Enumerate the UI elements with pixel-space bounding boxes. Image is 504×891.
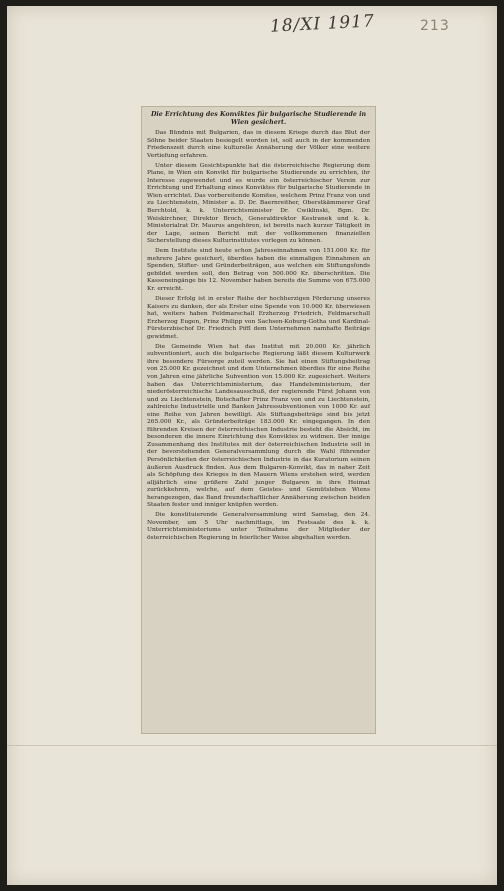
article-paragraph: Dieser Erfolg ist in erster Reihe der hochherzigen Förderung unseres Kaisers zu danken, der als Erster eine Spende von 10.000 Kr. überwiesen hat, weiters haben Feldmarschall Erzherzog Friedrich, Feldmarschall Erzherzog Eugen, Prinz Philipp von Sachsen-Koburg-Gotha und Kardinal-Fürsterzbischof Dr. Friedrich Piffl dem Unternehmen namhafte Beiträge gewidmet.: [147, 295, 370, 340]
article-paragraph: Die konstituierende Generalversammlung wird Samstag, den 24. November, um 5 Uhr nachmittags, im Festsaale des k. k. Unterrichtsministeriums unter Teilnahme der Mitglieder der österreichischen Regierung in feierlicher Weise abgehalten werden.: [147, 512, 370, 541]
article-paragraph: Unter diesem Gesichtspunkte hat die österreichische Regierung dem Plane, in Wien ein Konvikt für bulgarische Studierende zu errichten, ihr Interesse zugewendet und es wurde ein österreichischer Verein zur Errichtung und Erhaltung eines Konviktes für bulgarische Studierende in Wien errichtet. Das vorbereitende Komitee, welchem Prinz Franz von und zu Liechtenstein, Minister a. D. Dr. Baernreither, Oberstkämmerer Graf Berchtold, k. k. Unterrichtsminister Dr. Cwiklinski, Bgm. Dr. Weiskirchner, Direktor Broch, Generaldirektor Kestranek und k. k. Ministerialrat Dr. Maurus angehören, ist bereits nach kurzer Tätigkeit in der Lage, seinen Bericht mit der vollkommenen finanziellen Sicherstellung dieses Kulturinstitutes vorlegen zu können.: [147, 162, 370, 245]
handwritten-date: 18/XI 1917: [269, 11, 376, 37]
paper-fold-line: [7, 745, 497, 746]
article-paragraph: Das Bündnis mit Bulgarien, das in diesem Kriege durch das Blut der Söhne beider Staaten besiegelt worden ist, soll auch in der kommenden Friedenszeit durch eine kulturelle Annäherung der Völker eine weitere Vertiefung erfahren.: [147, 130, 370, 159]
newspaper-clipping: [141, 106, 376, 734]
article-headline: Die Errichtung des Konviktes für bulgarische Studierende in Wien gesichert.: [150, 111, 367, 126]
archive-number: 213: [420, 18, 450, 34]
article-paragraph: Die Gemeinde Wien hat das Institut mit 20.000 Kr. jährlich subventioniert, auch die bulgarische Regierung läßt diesem Kulturwerk ihre besondere Fürsorge zuteil werden. Sie hat einen Stiftungsbeitrag von 25.000 Kr. gezeichnet und dem Unternehmen überdies für eine Reihe von Jahren eine jährliche Subvention von 15.000 Kr. zugesichert. Weiters haben das Unterrichtsministerium, das Handelsministerium, der niederösterreichische Landesausschuß, der regierende Fürst Johann von und zu Liechtenstein, Botschafter Prinz Franz von und zu Liechtenstein, zahlreiche Industrielle und Banken Jahressubventionen von 1000 Kr. auf eine Reihe von Jahren bewilligt. Als Stiftungsbeiträge sind bis jetzt 265.000 Kr., als Gründerbeiträge 183.000 Kr. eingegangen. In den führenden Kreisen der österreichischen Industrie besteht die Absicht, im besonderen die innere Einrichtung des Konviktes zu widmen. Der innige Zusammenhang des Institutes mit der österreichischen Industrie soll in der bevorstehenden Generalversammlung durch die Wahl führender Persönlichkeiten der österreichischen Industrie in das Kuratorium seinen äußeren Ausdruck finden. Aus dem Bulgaren-Konvikt, das in naher Zeit als Schöpfung des Krieges in den Mauern Wiens erstehen wird, werden alljährlich eine größere Zahl junger Bulgaren in ihre Heimat zurückkehren, welche, auf dem Geistes- und Gemütsleben Wiens herangezogen, das Band freundschaftlicher Annäherung zwischen beiden Staaten fester und inniger knüpfen werden.: [147, 343, 370, 509]
article-paragraph: Dem Institute sind heute schon Jahreseinnahmen von 151.000 Kr. für mehrere Jahre gesichert, überdies haben die einmaligen Einnahmen an Spenden, Stifter- und Gründerbeiträgen, aus welchen ein Stiftungsfonds gebildet werden soll, den Betrag von 500.000 Kr. überschritten. Die Kasseneingänge bis 12. November haben bereits die Summe von 675.000 Kr. erreicht.: [147, 248, 370, 292]
